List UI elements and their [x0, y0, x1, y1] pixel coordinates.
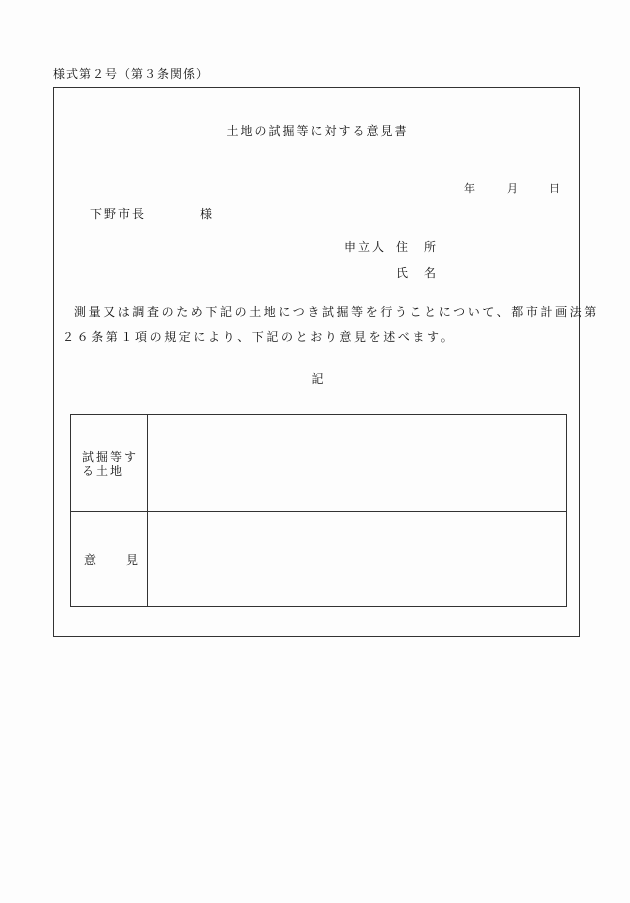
form-number: 様式第２号（第３条関係）	[53, 67, 210, 81]
opinion-value-field[interactable]	[148, 511, 566, 606]
address-label: 住 所	[396, 240, 439, 254]
ki-heading: 記	[311, 372, 324, 386]
statement-line-1: 測量又は調査のため下記の土地につき試掘等を行うことについて、都市計画法第	[74, 305, 599, 319]
land-label: 試掘等する土地	[82, 450, 139, 478]
date-month: 月	[507, 182, 518, 195]
statement-line-2: ２６条第１項の規定により、下記のとおり意見を述べます。	[62, 330, 456, 344]
opinion-label-cell	[71, 511, 148, 606]
statement-text	[62, 300, 599, 350]
addressee: 下野市長	[90, 207, 147, 221]
applicant-label: 申立人	[344, 240, 387, 254]
opinion-table	[70, 414, 567, 607]
land-value-field[interactable]	[148, 415, 566, 511]
land-label-cell	[71, 415, 148, 511]
document-title: 土地の試掘等に対する意見書	[226, 124, 409, 138]
name-label: 氏 名	[396, 266, 439, 280]
date-day: 日	[549, 182, 560, 195]
form-frame	[53, 87, 599, 637]
opinion-label: 意 見	[84, 553, 141, 567]
honorific: 様	[200, 207, 213, 221]
table-row-opinion	[71, 511, 566, 606]
table-row-land	[71, 415, 566, 512]
date-year: 年	[464, 182, 475, 195]
